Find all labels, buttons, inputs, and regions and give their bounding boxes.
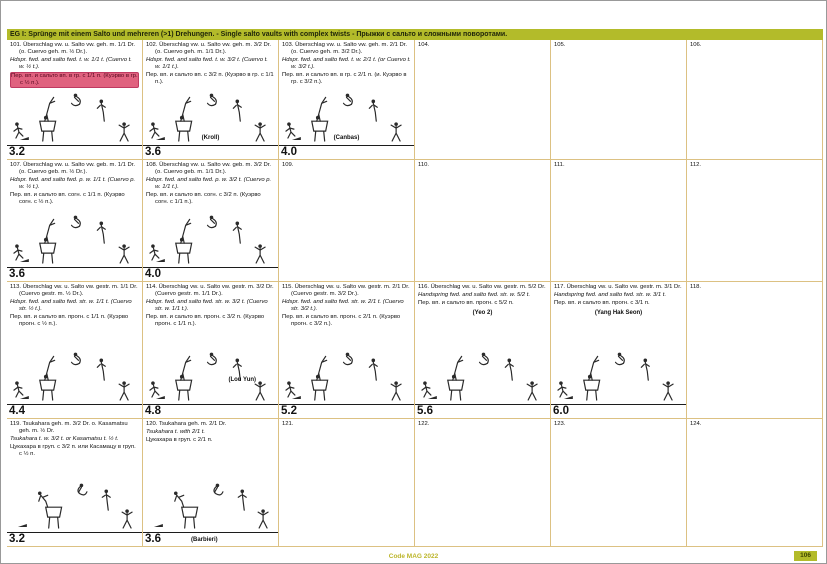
vault-name-label: (Yang Hak Seon) xyxy=(594,310,643,317)
vault-cell-number: 124. xyxy=(690,421,702,427)
difficulty-value: 6.0 xyxy=(553,405,569,417)
vault-desc-en: Hdspr. fwd. and salto fwd. str. w. 2/1 t. (Cuervo str. 3/2 t.). xyxy=(282,299,404,313)
vault-cell-113 xyxy=(7,282,143,419)
vault-cell-101 xyxy=(7,40,143,160)
value-bar xyxy=(7,145,142,159)
vault-cell-number: 104. xyxy=(418,42,430,48)
vault-desc-ru: Пер. вп. и сальто вп. прогн. с 5/2 п. xyxy=(418,300,514,307)
vault-desc-de: 120. Tsukahara geh. m. 2/1 Dr. xyxy=(146,421,227,427)
vault-desc-de: 116. Überschlag vw. u. Salto vw. gestr. m. 5/2 Dr. xyxy=(418,284,546,290)
vault-desc-de: 102. Überschlag vw. u. Salto vw. geh. m. 3/2 Dr. (o. Cuervo geh. m. 1/1 Dr.). xyxy=(146,42,272,56)
vault-cell-110 xyxy=(415,160,551,282)
vault-cell-number: 106. xyxy=(690,42,702,48)
vault-desc-de: 108. Überschlag vw. u. Salto vw. geb. m. 3/2 Dr. (o. Cuervo geb. m. 1/1 Dr.). xyxy=(146,162,272,176)
vault-cell-105 xyxy=(551,40,687,160)
vault-desc-en: Handspring fwd. and salto fwd. str. w. 5/2 t. xyxy=(418,292,531,299)
vault-desc-ru: Пер. вп. и сальто вп. согн. с 3/2 п. (Куэрво согн. с 1/1 п.). xyxy=(146,192,261,206)
value-bar xyxy=(415,404,550,418)
vault-desc-ru: Пер. вп. и сальто вп. прогн. с 3/1 п. xyxy=(554,300,650,307)
vault-desc-ru: Цукахара в груп. с 3/2 п. или Касамацу в груп. с ½ п. xyxy=(10,444,136,458)
vault-desc-ru: Пер. вп. и сальто вп. прогн. с 3/2 п. (Куэрво прогн. с 1/1 п.). xyxy=(146,314,265,328)
vault-cell-109 xyxy=(279,160,415,282)
vault-cell-120 xyxy=(143,419,279,547)
vault-desc-ru: Пер. вп. и сальто вп. согн. с 1/1 п. (Куэрво согн. с ½ п.). xyxy=(10,192,125,206)
vault-name-label: (Canbas) xyxy=(333,134,360,141)
vault-desc-ru-highlighted: Пер. вп. и сальто вп. в гр. с 1/1 п. (Куэрво в гр. с ½ п.). xyxy=(10,72,139,88)
vault-desc-en: Hdspr. fwd. and salto fwd. t. w. 1/1 t. (Cuervo t. w. ½ t.). xyxy=(10,57,132,71)
vault-desc-en: Hdspr. fwd. and salto fwd. str. w. 1/1 t. (Cuervo str. ½ t.). xyxy=(10,299,132,313)
vault-sequence-illustration xyxy=(418,347,547,403)
value-bar xyxy=(7,404,142,418)
vault-cell-106 xyxy=(687,40,823,160)
vault-cell-121 xyxy=(279,419,415,547)
vault-sequence-illustration xyxy=(10,347,139,403)
vault-sequence-illustration xyxy=(10,88,139,144)
vault-cell-number: 111. xyxy=(554,162,565,168)
vault-table xyxy=(7,40,823,547)
vault-sequence-illustration xyxy=(554,347,683,403)
value-bar xyxy=(143,404,278,418)
vault-cell-122 xyxy=(415,419,551,547)
difficulty-value: 4.8 xyxy=(145,405,161,417)
vault-desc-ru: Цукахара в груп. с 2/1 п. xyxy=(146,437,213,444)
vault-desc-de: 117. Überschlag vw. u. Salto vw. gestr. m. 3/1 Dr. xyxy=(554,284,682,290)
vault-cell-102 xyxy=(143,40,279,160)
vault-desc-de: 115. Überschlag vw. u. Salto vw. gestr. m. 2/1 Dr. (Cuervo gestr. m. 3/2 Dr.). xyxy=(282,284,410,298)
value-bar xyxy=(143,532,278,546)
vault-cell-103 xyxy=(279,40,415,160)
vault-sequence-illustration xyxy=(146,347,275,403)
vault-desc-en: Hdspr. fwd. and salto fwd. p. w. 3/2 t. (Cuervo p. w. 1/1 t.). xyxy=(146,177,272,191)
vault-cell-117 xyxy=(551,282,687,419)
vault-desc-en: Handspring fwd. and salto fwd. str. w. 3/1 t. xyxy=(554,292,667,299)
vault-desc-de: 113. Überschlag vw. u. Salto vw. gestr. m. 1/1 Dr. (Cuervo gestr. m. ½ Dr.). xyxy=(10,284,138,298)
vault-cell-123 xyxy=(551,419,687,547)
vault-cell-number: 110. xyxy=(418,162,430,168)
vault-cell-number: 123. xyxy=(554,421,566,427)
difficulty-value: 3.2 xyxy=(9,146,25,158)
difficulty-value: 4.0 xyxy=(145,268,161,280)
vault-desc-en: Hdspr. fwd. and salto fwd. t. w. 2/1 t. (or Cuervo t. w. 3/2 t.). xyxy=(282,57,411,71)
vault-sequence-illustration xyxy=(10,210,139,266)
vault-cell-114 xyxy=(143,282,279,419)
vault-cell-number: 121. xyxy=(282,421,294,427)
vault-cell-104 xyxy=(415,40,551,160)
vault-desc-de: 101. Überschlag vw. u. Salto vw. geh. m. 1/1 Dr. (o. Cuervo geh. m. ½ Dr.). xyxy=(10,42,136,56)
vault-cell-118 xyxy=(687,282,823,419)
vault-cell-number: 118. xyxy=(690,284,702,290)
difficulty-value: 4.0 xyxy=(281,146,297,158)
vault-cell-111 xyxy=(551,160,687,282)
difficulty-value: 5.6 xyxy=(417,405,433,417)
vault-name-label: (Barbieri) xyxy=(191,537,218,543)
vault-desc-ru: Пер. вп. и сальто вп. прогн. с 2/1 п. (Куэрво прогн. с 3/2 п.). xyxy=(282,314,401,328)
value-bar xyxy=(279,404,414,418)
vault-desc-ru: Пер. вп. и сальто вп. прогн. с 1/1 п. (Куэрво прогн. с ½ п.). xyxy=(10,314,129,328)
vault-sequence-illustration xyxy=(282,347,411,403)
vault-desc-en: Tsukahara t. with 2/1 t. xyxy=(146,429,206,436)
vault-desc-de: 119. Tsukahara geh. m. 3/2 Dr. o. Kasamatsu geh. m. ½ Dr. xyxy=(10,421,128,435)
vault-cell-124 xyxy=(687,419,823,547)
vault-desc-de: 114. Überschlag vw. u. Salto vw. gestr. m. 3/2 Dr. (Cuervo gestr. m. 1/1 Dr.). xyxy=(146,284,274,298)
vault-cell-116 xyxy=(415,282,551,419)
vault-cell-number: 122. xyxy=(418,421,430,427)
vault-name-label: (Kroll) xyxy=(201,134,220,141)
vault-cell-112 xyxy=(687,160,823,282)
value-bar xyxy=(143,145,278,159)
value-bar xyxy=(143,267,278,281)
vault-name-label: (Lou Yun) xyxy=(228,376,257,383)
vault-cell-number: 112. xyxy=(690,162,702,168)
vault-desc-en: Tsukahara t. w. 3/2 t. or Kasamatsu t. ½ t. xyxy=(10,436,119,443)
difficulty-value: 5.2 xyxy=(281,405,297,417)
value-bar xyxy=(551,404,686,418)
value-bar xyxy=(279,145,414,159)
vault-name-label: (Yeo 2) xyxy=(472,310,493,317)
difficulty-value: 3.6 xyxy=(145,146,161,158)
element-group-header: EG I: Sprünge mit einem Salto und mehreren (>1) Drehungen. - Single salto vaults with complex twists - Прыжки с сальто и сложными поворотами. xyxy=(7,29,823,40)
value-bar xyxy=(7,267,142,281)
difficulty-value: 3.6 xyxy=(9,268,25,280)
vault-sequence-illustration xyxy=(146,210,275,266)
difficulty-value: 3.6 xyxy=(145,533,161,545)
vault-cell-107 xyxy=(7,160,143,282)
vault-desc-en: Hdspr. fwd. and salto fwd. str. w. 3/2 t. (Cuervo str. w. 1/1 t.). xyxy=(146,299,268,313)
vault-cell-number: 109. xyxy=(282,162,294,168)
difficulty-value: 4.4 xyxy=(9,405,25,417)
vault-cell-108 xyxy=(143,160,279,282)
vault-cell-115 xyxy=(279,282,415,419)
value-bar xyxy=(7,532,142,546)
vault-desc-ru: Пер. вп. и сальто вп. с 3/2 п. (Куэрво в гр. с 1/1 п.). xyxy=(146,72,274,86)
vault-desc-en: Hdspr. fwd. and salto fwd. t. w. 3/2 t. (Cuervo t. w. 1/1 t.). xyxy=(146,57,268,71)
vault-cell-number: 105. xyxy=(554,42,566,48)
page-number-badge: 106 xyxy=(794,551,817,561)
vault-sequence-illustration xyxy=(146,475,275,531)
vault-desc-de: 107. Überschlag vw. u. Salto vw. geb. m. 1/1 Dr. (o. Cuervo geb. m. ½ Dr.). xyxy=(10,162,136,176)
vault-desc-de: 103. Überschlag vw. u. Salto vw. geh. m. 2/1 Dr. (o. Cuervo geh. m. 3/2 Dr.). xyxy=(282,42,408,56)
vault-sequence-illustration xyxy=(10,475,139,531)
vault-desc-en: Hdspr. fwd. and salto fwd. p. w. 1/1 t. (Cuervo p. w. ½ t.). xyxy=(10,177,136,191)
vault-desc-ru: Пер. вп. и сальто вп. в гр. с 2/1 п. (и. Куэрво в гр. с 3/2 п.). xyxy=(282,72,407,86)
difficulty-value: 3.2 xyxy=(9,533,25,545)
document-footer-label: Code MAG 2022 xyxy=(388,553,439,560)
vault-cell-119 xyxy=(7,419,143,547)
